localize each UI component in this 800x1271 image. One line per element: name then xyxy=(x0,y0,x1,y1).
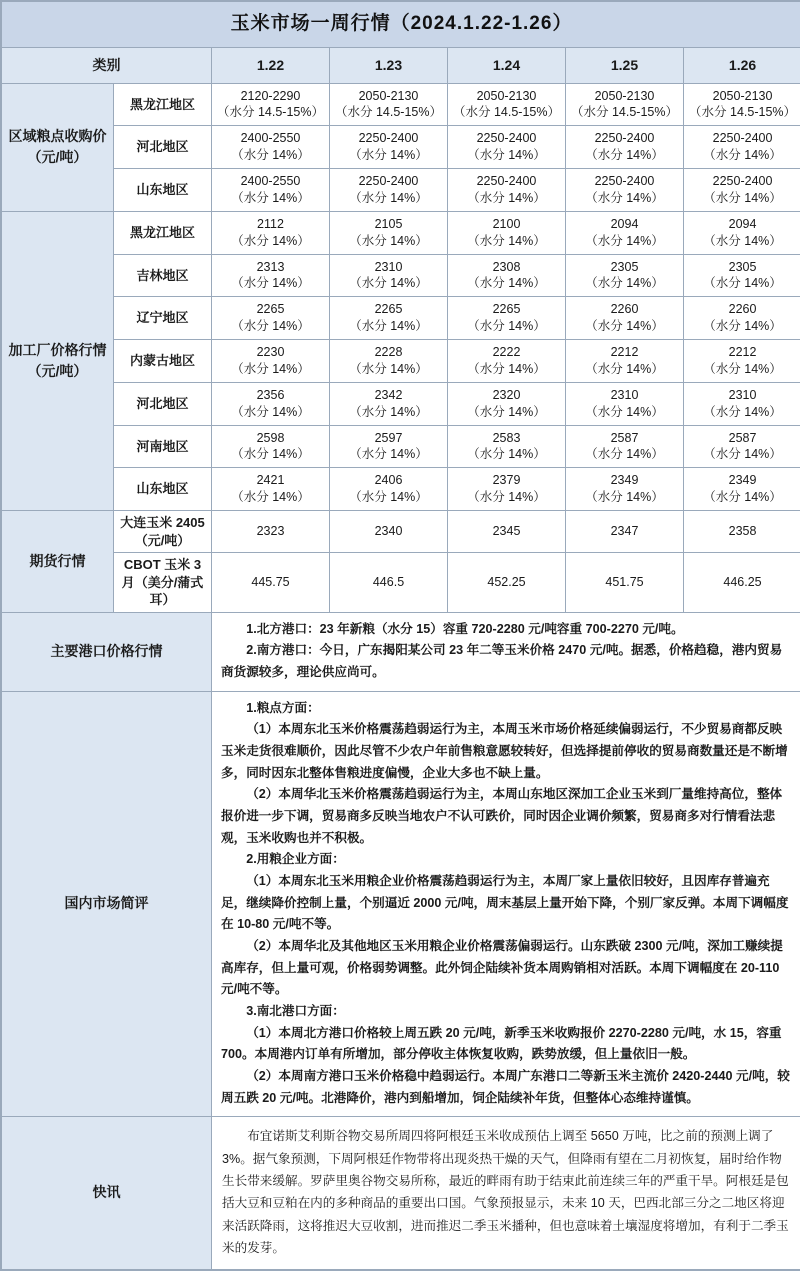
cell-factory-ln-5: 2260 （水分 14%） xyxy=(684,297,800,340)
ports-paragraph-1: 1.北方港口：23 年新粮（水分 15）容重 720-2280 元/吨容重 700-2270 元/吨。 xyxy=(221,619,792,641)
cell-factory-ln-2: 2265 （水分 14%） xyxy=(330,297,448,340)
table-row xyxy=(2,382,800,425)
table-row xyxy=(2,468,800,511)
cell-factory-sd-1: 2421 （水分 14%） xyxy=(212,468,330,511)
cell-futures-dce-5: 2358 xyxy=(684,511,800,553)
cell-factory-jl-4: 2305 （水分 14%） xyxy=(566,254,684,297)
column-header-date-5: 1.26 xyxy=(684,47,800,83)
section-label-domestic-review: 国内市场简评 xyxy=(2,691,212,1116)
cell-futures-dce-4: 2347 xyxy=(566,511,684,553)
column-header-date-2: 1.23 xyxy=(330,47,448,83)
table-row xyxy=(2,297,800,340)
table-row xyxy=(2,254,800,297)
table-row xyxy=(2,340,800,383)
review-paragraph-2: （1）本周东北玉米价格震荡趋弱运行为主，本周玉米市场价格延续偏弱运行，不少贸易商都反映玉米走货很难顺价，因此尽管不少农户年前售粮意愿较转好，但选择提前停收的贸易商数量还是不断增多，同时因东北整体售粮进度偏慢，企业大多也不缺上量。 xyxy=(221,719,792,784)
cell-region-sd-1: 2400-2550 （水分 14%） xyxy=(212,169,330,212)
cell-factory-hlj-2: 2105 （水分 14%） xyxy=(330,211,448,254)
row-label-hebei: 河北地区 xyxy=(114,126,212,169)
section-label-futures: 期货行情 xyxy=(2,511,114,613)
review-paragraph-3: （2）本周华北玉米价格震荡趋弱运行为主，本周山东地区深加工企业玉米到厂量维持高位，整体报价进一步下调，贸易商多反映当地农户不认可跌价，同时因企业调价频繁，贸易商多对行情看法悲观，玉米收购也并不积极。 xyxy=(221,784,792,849)
section-label-factory-price: 加工厂价格行情（元/吨） xyxy=(2,211,114,510)
table-row xyxy=(2,211,800,254)
row-label-factory-jilin: 吉林地区 xyxy=(114,254,212,297)
section-label-news-flash: 快讯 xyxy=(2,1117,212,1269)
table-row xyxy=(2,511,800,553)
news-flash-text: 布宜诺斯艾利斯谷物交易所周四将阿根廷玉米收成预估上调至 5650 万吨，比之前的预测上调了 3%。据气象预测，下周阿根廷作物带将出现炎热干燥的天气，但降雨有望在二月初恢复，届时给作物生长带来缓解。罗萨里奥谷物交易所称，最近的畔雨有助于结束此前连续三年的严重干旱。阿根廷是包括大豆和豆粕在内的多种商品的重要出口国。气象预报显示，未来 10 天，巴西北部三分之二地区将迎来活跃降雨，这将推迟大豆收割，进而推迟二季玉米播种，但也意味着土壤湿度将增加，有利于二季玉米的发芽。 xyxy=(212,1117,800,1269)
cell-region-hlj-4: 2050-2130 （水分 14.5-15%） xyxy=(566,83,684,126)
row-label-factory-inner-mongolia: 内蒙古地区 xyxy=(114,340,212,383)
cell-factory-sd-3: 2379 （水分 14%） xyxy=(448,468,566,511)
section-label-ports: 主要港口价格行情 xyxy=(2,612,212,691)
cell-factory-ln-3: 2265 （水分 14%） xyxy=(448,297,566,340)
column-header-category: 类别 xyxy=(2,47,212,83)
review-paragraph-5: （1）本周东北玉米用粮企业价格震荡趋弱运行为主，本周厂家上量依旧较好，且因库存普遍充足，继续降价控制上量，个别逼近 2000 元/吨，周末基层上量开始下降，个别厂家反弹。本周下调幅度在 10-80 元/吨不等。 xyxy=(221,871,792,936)
cell-region-hlj-5: 2050-2130 （水分 14.5-15%） xyxy=(684,83,800,126)
cell-region-hlj-1: 2120-2290 （水分 14.5-15%） xyxy=(212,83,330,126)
cell-futures-cbot-3: 452.25 xyxy=(448,553,566,613)
cell-factory-nmg-5: 2212 （水分 14%） xyxy=(684,340,800,383)
review-paragraph-4: 2.用粮企业方面： xyxy=(221,849,792,871)
cell-factory-heb-4: 2310 （水分 14%） xyxy=(566,382,684,425)
row-label-factory-liaoning: 辽宁地区 xyxy=(114,297,212,340)
table-row xyxy=(2,425,800,468)
cell-factory-jl-1: 2313 （水分 14%） xyxy=(212,254,330,297)
cell-factory-nmg-2: 2228 （水分 14%） xyxy=(330,340,448,383)
corn-market-table xyxy=(1,1,800,1270)
cell-region-sd-2: 2250-2400 （水分 14%） xyxy=(330,169,448,212)
cell-factory-jl-2: 2310 （水分 14%） xyxy=(330,254,448,297)
table-row xyxy=(2,1117,800,1269)
cell-factory-nmg-3: 2222 （水分 14%） xyxy=(448,340,566,383)
cell-factory-hlj-5: 2094 （水分 14%） xyxy=(684,211,800,254)
cell-factory-heb-1: 2356 （水分 14%） xyxy=(212,382,330,425)
review-paragraph-6: （2）本周华北及其他地区玉米用粮企业价格震荡偏弱运行。山东跌破 2300 元/吨，深加工赚续提高库存，但上量可观，价格弱势调整。此外饲企陆续补货本周购销相对活跃。本周下调幅度在 20-110 元/吨不等。 xyxy=(221,936,792,1001)
cell-factory-hen-4: 2587 （水分 14%） xyxy=(566,425,684,468)
report-title-row xyxy=(2,2,800,48)
cell-factory-jl-3: 2308 （水分 14%） xyxy=(448,254,566,297)
cell-factory-hlj-4: 2094 （水分 14%） xyxy=(566,211,684,254)
table-row xyxy=(2,553,800,613)
row-label-factory-shandong: 山东地区 xyxy=(114,468,212,511)
cell-factory-jl-5: 2305 （水分 14%） xyxy=(684,254,800,297)
cell-factory-ln-4: 2260 （水分 14%） xyxy=(566,297,684,340)
cell-factory-nmg-4: 2212 （水分 14%） xyxy=(566,340,684,383)
cell-factory-hen-3: 2583 （水分 14%） xyxy=(448,425,566,468)
cell-factory-hen-2: 2597 （水分 14%） xyxy=(330,425,448,468)
cell-region-hlj-3: 2050-2130 （水分 14.5-15%） xyxy=(448,83,566,126)
table-row xyxy=(2,169,800,212)
review-paragraph-8: （1）本周北方港口价格较上周五跌 20 元/吨，新季玉米收购报价 2270-2280 元/吨，水 15，容重 700。本周港内订单有所增加，部分停收主体恢复收购，跌势放缓，但上量依旧一般。 xyxy=(221,1023,792,1066)
cell-factory-sd-5: 2349 （水分 14%） xyxy=(684,468,800,511)
cell-factory-sd-2: 2406 （水分 14%） xyxy=(330,468,448,511)
cell-region-hlj-2: 2050-2130 （水分 14.5-15%） xyxy=(330,83,448,126)
ports-paragraph-2: 2.南方港口：今日，广东揭阳某公司 23 年二等玉米价格 2470 元/吨。据悉，价格趋稳，港内贸易商货源较多，理论供应尚可。 xyxy=(221,640,792,683)
cell-region-sd-3: 2250-2400 （水分 14%） xyxy=(448,169,566,212)
cell-futures-dce-2: 2340 xyxy=(330,511,448,553)
table-header-row xyxy=(2,47,800,83)
ports-commentary xyxy=(212,612,800,691)
cell-factory-hlj-3: 2100 （水分 14%） xyxy=(448,211,566,254)
table-row xyxy=(2,83,800,126)
cell-region-heb-2: 2250-2400 （水分 14%） xyxy=(330,126,448,169)
cell-factory-hlj-1: 2112 （水分 14%） xyxy=(212,211,330,254)
cell-factory-hen-1: 2598 （水分 14%） xyxy=(212,425,330,468)
domestic-market-review xyxy=(212,691,800,1116)
cell-factory-heb-2: 2342 （水分 14%） xyxy=(330,382,448,425)
column-header-date-1: 1.22 xyxy=(212,47,330,83)
cell-factory-ln-1: 2265 （水分 14%） xyxy=(212,297,330,340)
table-row xyxy=(2,126,800,169)
cell-futures-dce-1: 2323 xyxy=(212,511,330,553)
row-label-factory-hebei: 河北地区 xyxy=(114,382,212,425)
row-label-cbot-corn-march: CBOT 玉米 3 月（美分/蒲式耳） xyxy=(114,553,212,613)
section-label-region-purchase: 区域粮点收购价（元/吨） xyxy=(2,83,114,211)
review-paragraph-1: 1.粮点方面： xyxy=(221,698,792,720)
review-paragraph-7: 3.南北港口方面： xyxy=(221,1001,792,1023)
page-title: 玉米市场一周行情（2024.1.22-1.26） xyxy=(2,2,800,48)
row-label-factory-heilongjiang: 黑龙江地区 xyxy=(114,211,212,254)
cell-factory-heb-5: 2310 （水分 14%） xyxy=(684,382,800,425)
cell-region-heb-4: 2250-2400 （水分 14%） xyxy=(566,126,684,169)
cell-region-heb-1: 2400-2550 （水分 14%） xyxy=(212,126,330,169)
cell-factory-nmg-1: 2230 （水分 14%） xyxy=(212,340,330,383)
cell-futures-cbot-1: 445.75 xyxy=(212,553,330,613)
cell-futures-cbot-2: 446.5 xyxy=(330,553,448,613)
row-label-dalian-corn-2405: 大连玉米 2405（元/吨） xyxy=(114,511,212,553)
row-label-shandong: 山东地区 xyxy=(114,169,212,212)
column-header-date-4: 1.25 xyxy=(566,47,684,83)
cell-region-heb-5: 2250-2400 （水分 14%） xyxy=(684,126,800,169)
row-label-heilongjiang: 黑龙江地区 xyxy=(114,83,212,126)
cell-factory-heb-3: 2320 （水分 14%） xyxy=(448,382,566,425)
cell-futures-cbot-5: 446.25 xyxy=(684,553,800,613)
table-row xyxy=(2,612,800,691)
review-paragraph-9: （2）本周南方港口玉米价格稳中趋弱运行。本周广东港口二等新玉米主流价 2420-2440 元/吨，较周五跌 20 元/吨。北港降价，港内到船增加，饲企陆续补年货，但整体心态维持谨慎。 xyxy=(221,1066,792,1109)
cell-futures-dce-3: 2345 xyxy=(448,511,566,553)
cell-region-sd-5: 2250-2400 （水分 14%） xyxy=(684,169,800,212)
cell-region-heb-3: 2250-2400 （水分 14%） xyxy=(448,126,566,169)
cell-factory-sd-4: 2349 （水分 14%） xyxy=(566,468,684,511)
table-row xyxy=(2,691,800,1116)
cell-factory-hen-5: 2587 （水分 14%） xyxy=(684,425,800,468)
column-header-date-3: 1.24 xyxy=(448,47,566,83)
row-label-factory-henan: 河南地区 xyxy=(114,425,212,468)
cell-futures-cbot-4: 451.75 xyxy=(566,553,684,613)
cell-region-sd-4: 2250-2400 （水分 14%） xyxy=(566,169,684,212)
